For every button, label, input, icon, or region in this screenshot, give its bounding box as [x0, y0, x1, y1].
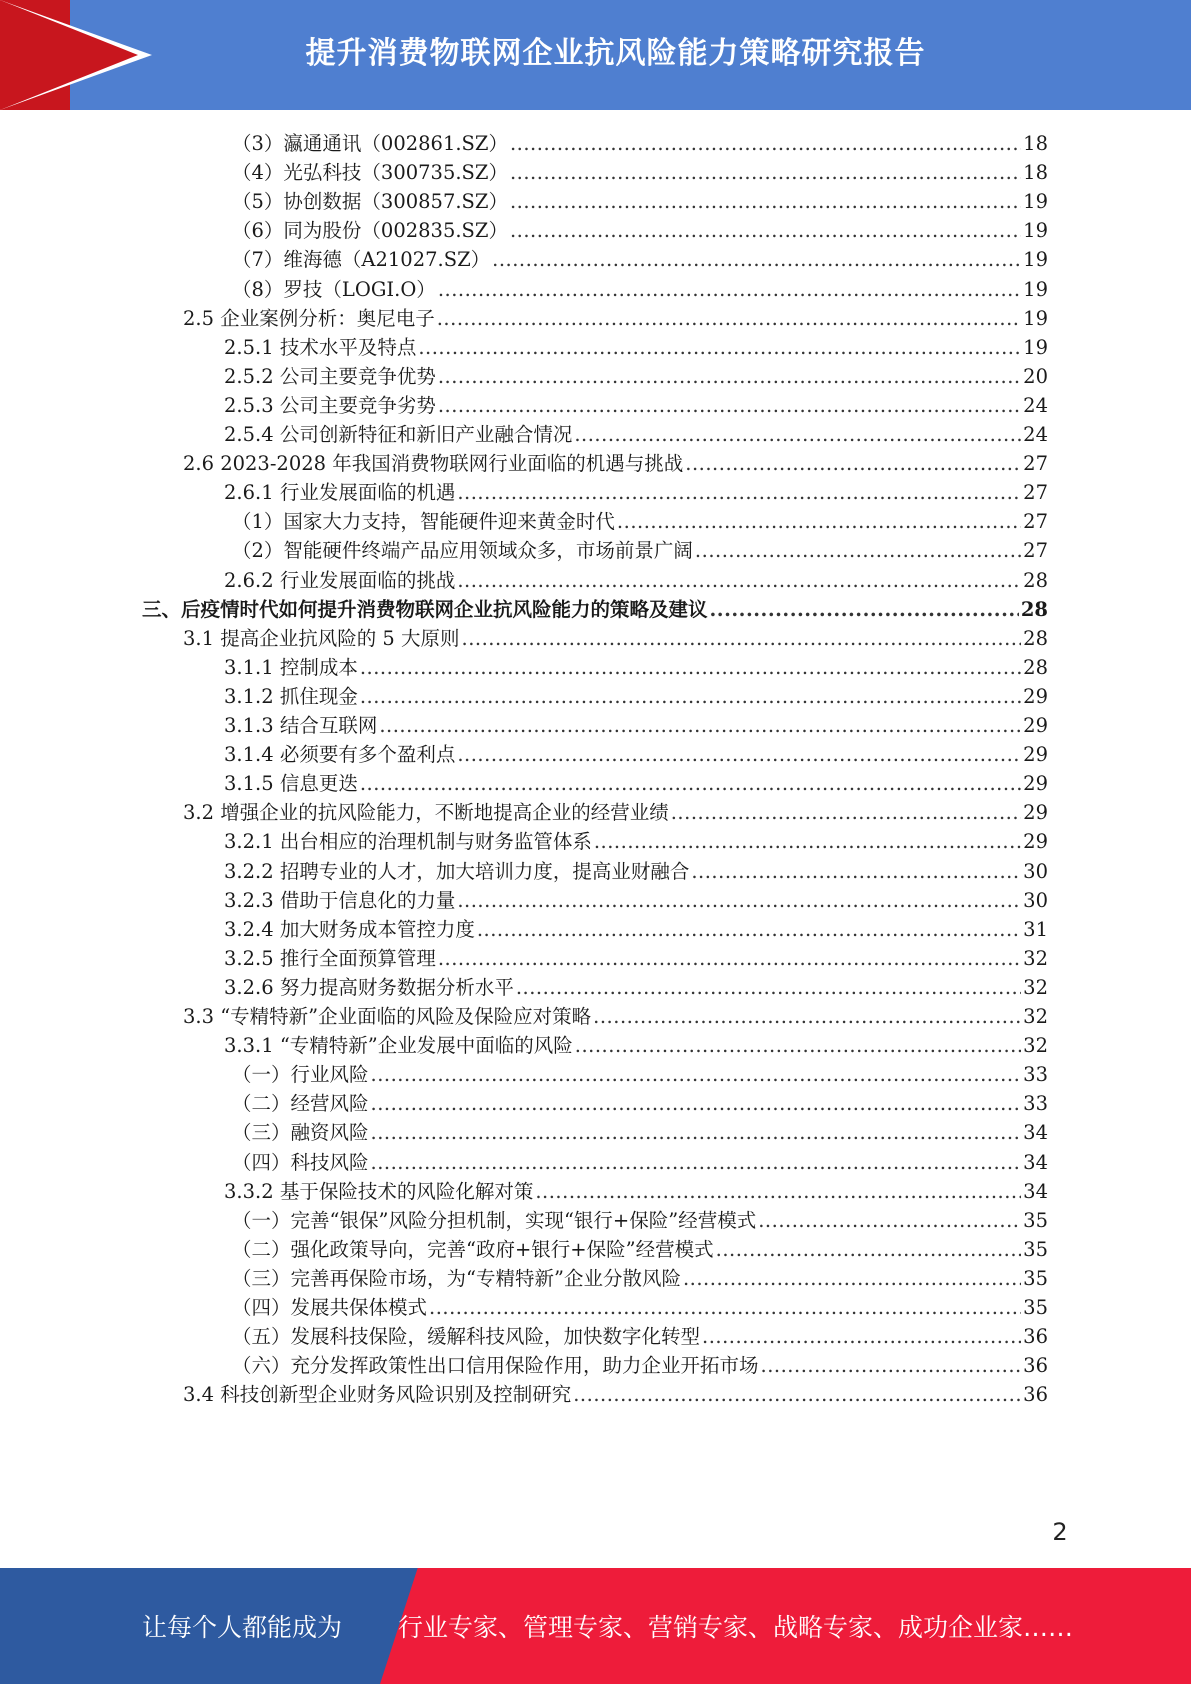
toc-dot-leader	[573, 1379, 1021, 1410]
toc-entry-page: 35	[1023, 1296, 1048, 1319]
toc-entry[interactable]	[232, 1147, 1048, 1178]
toc-entry-page: 35	[1023, 1237, 1048, 1261]
toc-dot-leader	[761, 1350, 1022, 1381]
toc-entry-page: 19	[1023, 335, 1048, 359]
toc-entry[interactable]	[232, 1088, 1048, 1119]
toc-entry-page: 33	[1023, 1092, 1048, 1116]
toc-dot-leader	[462, 623, 1022, 654]
toc-entry[interactable]	[232, 535, 1048, 566]
toc-dot-leader	[492, 244, 1021, 275]
toc-entry[interactable]	[232, 244, 1048, 275]
toc-dot-leader	[438, 361, 1021, 392]
toc-entry[interactable]	[232, 506, 1048, 537]
toc-dot-leader	[691, 856, 1021, 887]
toc-entry[interactable]	[232, 1350, 1048, 1381]
toc-entry-page: 32	[1023, 975, 1048, 999]
toc-entry-title: 2.5 企业案例分析：奥尼电子	[183, 306, 435, 330]
toc-entry-page: 34	[1023, 1150, 1048, 1174]
toc-entry-title: （三）融资风险	[232, 1121, 369, 1145]
toc-dot-leader	[510, 215, 1021, 246]
toc-entry-page: 24	[1023, 393, 1048, 417]
toc-entry-page: 19	[1023, 306, 1048, 330]
toc-entry-page: 27	[1023, 539, 1048, 563]
toc-entry[interactable]	[224, 419, 1048, 450]
toc-entry-title: （四）科技风险	[232, 1150, 369, 1174]
toc-entry-title: （五）发展科技保险，缓解科技风险，加快数字化转型	[232, 1325, 701, 1349]
toc-entry-page: 29	[1023, 714, 1048, 737]
toc-entry-page: 36	[1023, 1354, 1048, 1378]
toc-entry-page: 28	[1023, 568, 1048, 592]
toc-entry[interactable]	[224, 1030, 1048, 1061]
toc-entry[interactable]	[232, 186, 1048, 217]
toc-entry-page: 27	[1023, 510, 1048, 534]
toc-entry-page: 30	[1023, 859, 1048, 883]
toc-dot-leader	[457, 565, 1021, 596]
toc-dot-leader	[437, 303, 1021, 334]
toc-entry-title: （4）光弘科技（300735.SZ）	[232, 161, 508, 185]
toc-dot-leader	[371, 1117, 1022, 1148]
toc-entry-title: 3.2.3 借助于信息化的力量	[224, 888, 456, 912]
page-footer	[0, 1568, 1191, 1684]
toc-entry[interactable]	[224, 361, 1048, 392]
toc-entry-title: 2.5.2 公司主要竞争优势	[224, 364, 436, 388]
toc-dot-leader	[371, 1088, 1022, 1119]
toc-entry-title: （1）国家大力支持，智能硬件迎来黄金时代	[232, 510, 615, 534]
toc-entry-page: 31	[1023, 917, 1048, 941]
toc-entry[interactable]	[224, 390, 1048, 421]
toc-entry-title: （六）充分发挥政策性出口信用保险作用，助力企业开拓市场	[232, 1354, 759, 1378]
toc-entry[interactable]	[224, 1176, 1048, 1207]
toc-entry-page: 32	[1023, 946, 1048, 970]
toc-dot-leader	[457, 477, 1021, 508]
toc-entry[interactable]	[183, 448, 1048, 479]
footer-slogan-right: 行业专家、管理专家、营销专家、战略专家、成功企业家……	[398, 1613, 1074, 1642]
page-number: 2	[1052, 1518, 1068, 1546]
toc-dot-leader	[360, 681, 1021, 712]
toc-entry-title: （7）维海德（A21027.SZ）	[232, 248, 491, 272]
toc-entry-page: 19	[1023, 190, 1048, 214]
toc-entry-title: 3.2.2 招聘专业的人才，加大培训力度，提高业财融合	[224, 859, 690, 883]
toc-entry-title: 3.1.1 控制成本	[224, 655, 358, 679]
toc-entry[interactable]	[183, 797, 1048, 828]
toc-entry-title: （2）智能硬件终端产品应用领域众多，市场前景广阔	[232, 539, 693, 563]
toc-entry[interactable]	[224, 768, 1048, 799]
toc-dot-leader	[510, 128, 1021, 159]
toc-entry-page: 34	[1023, 1121, 1048, 1145]
toc-entry-title: 2.5.4 公司创新特征和新旧产业融合情况	[224, 423, 573, 446]
toc-entry-title: 2.6 2023-2028 年我国消费物联网行业面临的机遇与挑战	[183, 452, 684, 476]
toc-entry-page: 32	[1023, 1034, 1048, 1058]
toc-entry-title: 3.1.3 结合互联网	[224, 714, 378, 737]
toc-dot-leader	[510, 186, 1021, 217]
toc-entry[interactable]	[224, 914, 1048, 945]
toc-dot-leader	[438, 274, 1021, 305]
toc-dot-leader	[418, 332, 1021, 363]
toc-dot-leader	[574, 419, 1021, 450]
toc-entry-title: （一）行业风险	[232, 1063, 369, 1087]
toc-entry-title: 3.1.2 抓住现金	[224, 684, 358, 708]
toc-entry-title: （二）强化政策导向，完善“政府+银行+保险”经营模式	[232, 1237, 714, 1261]
toc-entry-page: 33	[1023, 1063, 1048, 1087]
toc-entry[interactable]	[232, 1321, 1048, 1352]
toc-entry-page: 27	[1023, 452, 1048, 476]
toc-entry-title: （6）同为股份（002835.SZ）	[232, 219, 508, 243]
toc-entry[interactable]	[224, 477, 1048, 508]
toc-entry[interactable]	[232, 1205, 1048, 1236]
toc-dot-leader	[671, 797, 1021, 828]
toc-dot-leader	[360, 652, 1021, 683]
toc-entry-title: （二）经营风险	[232, 1092, 369, 1116]
toc-entry[interactable]	[224, 739, 1048, 770]
toc-entry-page: 19	[1023, 248, 1048, 272]
toc-dot-leader	[685, 448, 1021, 479]
toc-entry-title: 3.4 科技创新型企业财务风险识别及控制研究	[183, 1383, 572, 1407]
toc-entry[interactable]	[232, 274, 1048, 305]
toc-entry-page: 29	[1023, 684, 1048, 708]
toc-entry-title: 3.1.4 必须要有多个盈利点	[224, 743, 456, 767]
toc-entry[interactable]	[224, 652, 1048, 683]
toc-dot-leader	[371, 1147, 1022, 1178]
toc-entry[interactable]	[142, 594, 1048, 625]
toc-entry-page: 18	[1023, 132, 1048, 155]
toc-entry-page: 30	[1023, 888, 1048, 912]
toc-entry[interactable]	[232, 128, 1048, 159]
toc-dot-leader	[371, 1059, 1022, 1090]
toc-entry-title: （3）瀛通通讯（002861.SZ）	[232, 132, 508, 155]
toc-entry[interactable]	[224, 885, 1048, 916]
toc-entry[interactable]	[183, 303, 1048, 334]
toc-dot-leader	[429, 1292, 1021, 1323]
toc-entry[interactable]	[224, 332, 1048, 363]
toc-entry-title: （8）罗技（LOGI.O）	[232, 277, 436, 301]
toc-entry-page: 19	[1023, 219, 1048, 243]
toc-entry[interactable]	[232, 1263, 1048, 1294]
toc-entry[interactable]	[232, 157, 1048, 188]
toc-dot-leader	[379, 710, 1021, 741]
toc-dot-leader	[716, 1234, 1022, 1265]
toc-dot-leader	[683, 1263, 1021, 1294]
toc-entry-page: 29	[1023, 801, 1048, 825]
toc-dot-leader	[535, 1176, 1021, 1207]
toc-entry-page: 36	[1023, 1325, 1048, 1349]
toc-entry-title: 3.1 提高企业抗风险的 5 大原则	[183, 626, 460, 650]
toc-dot-leader	[457, 885, 1021, 916]
toc-entry[interactable]	[224, 710, 1048, 741]
toc-entry[interactable]	[232, 1117, 1048, 1148]
toc-entry-page: 29	[1023, 743, 1048, 767]
toc-entry-page: 28	[1023, 655, 1048, 679]
toc-entry-page: 27	[1023, 481, 1048, 505]
toc-entry-title: 3.3.2 基于保险技术的风险化解对策	[224, 1179, 534, 1203]
toc-entry-title: 2.6.2 行业发展面临的挑战	[224, 568, 456, 592]
toc-entry-page: 35	[1023, 1208, 1048, 1232]
toc-dot-leader	[710, 594, 1019, 625]
toc-entry-title: 三、后疫情时代如何提升消费物联网企业抗风险能力的策略及建议	[142, 597, 708, 621]
report-title: 提升消费物联网企业抗风险能力策略研究报告	[305, 36, 926, 71]
toc-entry[interactable]	[232, 1292, 1048, 1323]
toc-entry-page: 28	[1023, 626, 1048, 650]
toc-dot-leader	[360, 768, 1021, 799]
toc-entry-title: 3.2.4 加大财务成本管控力度	[224, 917, 475, 941]
toc-entry-page: 32	[1023, 1005, 1048, 1028]
toc-dot-leader	[438, 943, 1021, 974]
toc-entry[interactable]	[224, 943, 1048, 974]
page-header	[0, 0, 1191, 110]
toc-entry-title: （四）发展共保体模式	[232, 1296, 428, 1319]
toc-entry-page: 29	[1023, 830, 1048, 854]
toc-entry-title: 3.3 “专精特新”企业面临的风险及保险应对策略	[183, 1005, 592, 1028]
toc-entry-page: 28	[1020, 597, 1048, 621]
toc-dot-leader	[457, 739, 1021, 770]
toc-entry-title: 3.1.5 信息更迭	[224, 772, 358, 796]
toc-entry[interactable]	[232, 1059, 1048, 1090]
toc-entry-page: 35	[1023, 1266, 1048, 1290]
toc-entry[interactable]	[183, 623, 1048, 654]
toc-entry-page: 19	[1023, 277, 1048, 301]
toc-entry-title: 3.2.5 推行全面预算管理	[224, 946, 436, 970]
toc-entry-title: 3.3.1 “专精特新”企业发展中面临的风险	[224, 1034, 573, 1058]
toc-entry-page: 29	[1023, 772, 1048, 796]
toc-entry[interactable]	[232, 215, 1048, 246]
toc-entry[interactable]	[224, 972, 1048, 1003]
toc-entry-title: 2.5.3 公司主要竞争劣势	[224, 393, 436, 417]
toc-entry[interactable]	[224, 681, 1048, 712]
toc-entry-page: 34	[1023, 1179, 1048, 1203]
toc-dot-leader	[510, 157, 1021, 188]
toc-dot-leader	[593, 1001, 1021, 1032]
toc-dot-leader	[516, 972, 1021, 1003]
toc-entry-title: （一）完善“银保”风险分担机制，实现“银行+保险”经营模式	[232, 1208, 757, 1232]
toc-entry-title: 3.2.1 出台相应的治理机制与财务监管体系	[224, 830, 592, 854]
toc-dot-leader	[438, 390, 1021, 421]
toc-dot-leader	[594, 826, 1021, 857]
toc-entry[interactable]	[183, 1001, 1048, 1032]
toc-entry[interactable]	[183, 1379, 1048, 1410]
toc-entry[interactable]	[224, 565, 1048, 596]
toc-entry-page: 18	[1023, 161, 1048, 185]
toc-dot-leader	[617, 506, 1021, 537]
toc-entry-page: 24	[1023, 423, 1048, 446]
toc-entry-title: 2.5.1 技术水平及特点	[224, 335, 417, 359]
toc-entry-page: 20	[1023, 364, 1048, 388]
toc-entry[interactable]	[224, 826, 1048, 857]
toc-entry-page: 36	[1023, 1383, 1048, 1407]
toc-entry-title: 2.6.1 行业发展面临的机遇	[224, 481, 456, 505]
toc-entry-title: 3.2.6 努力提高财务数据分析水平	[224, 975, 514, 999]
toc-dot-leader	[702, 1321, 1021, 1352]
toc-entry[interactable]	[232, 1234, 1048, 1265]
footer-slogan-left: 让每个人都能成为	[142, 1613, 343, 1642]
toc-dot-leader	[575, 1030, 1021, 1061]
toc-entry-title: （三）完善再保险市场，为“专精特新”企业分散风险	[232, 1266, 681, 1290]
toc-entry[interactable]	[224, 856, 1048, 887]
toc-dot-leader	[477, 914, 1021, 945]
toc-dot-leader	[758, 1205, 1021, 1236]
toc-entry-title: （5）协创数据（300857.SZ）	[232, 190, 508, 214]
toc-dot-leader	[695, 535, 1021, 566]
toc-entry-title: 3.2 增强企业的抗风险能力，不断地提高企业的经营业绩	[183, 801, 669, 825]
